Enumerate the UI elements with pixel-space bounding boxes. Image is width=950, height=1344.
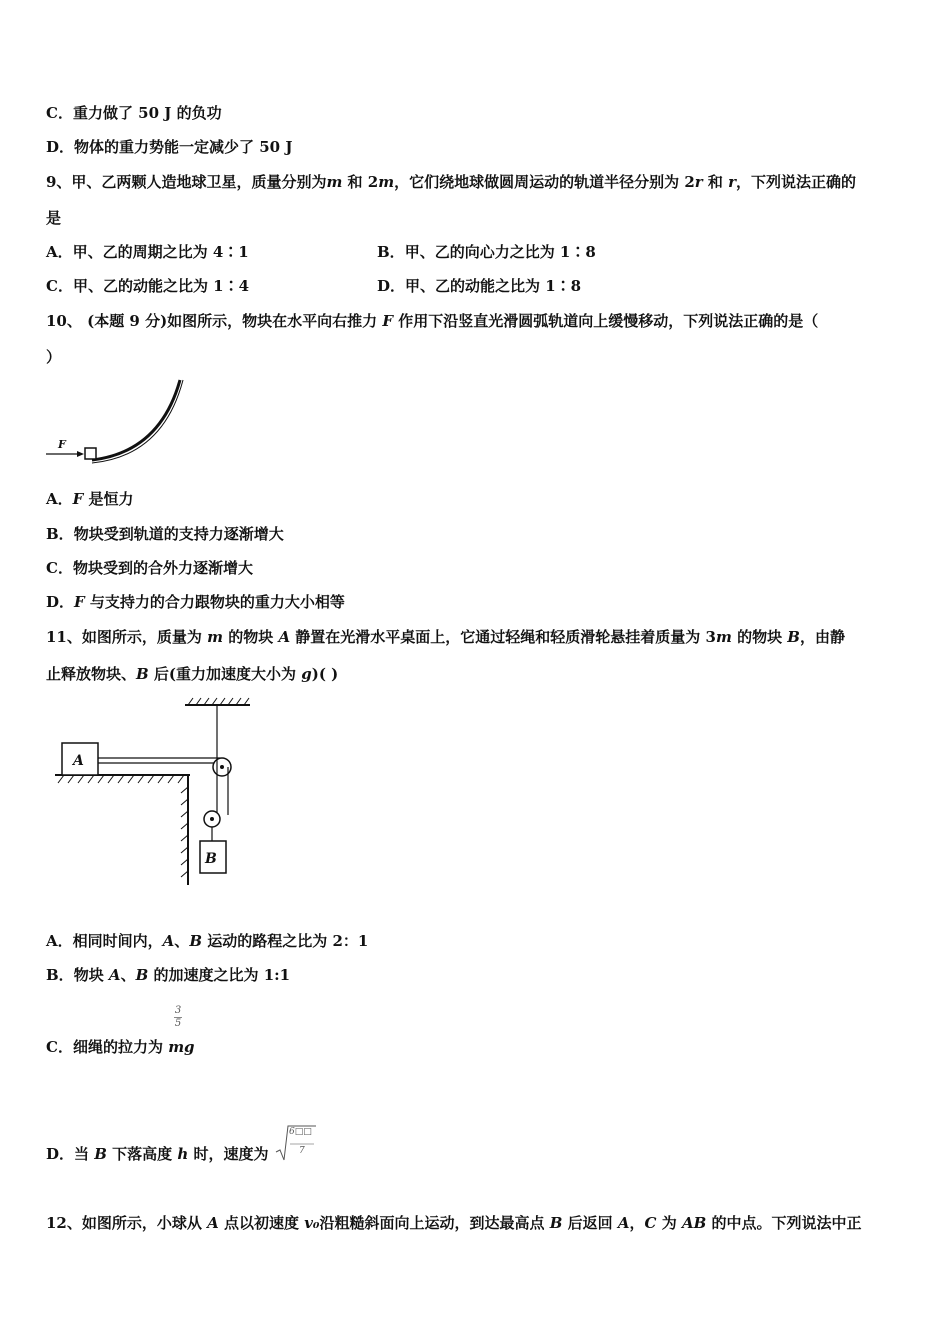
wall-hatch (181, 787, 188, 877)
var-g: g (301, 665, 312, 683)
q11-stem (46, 626, 845, 647)
text: 后(重力加速度大小为 (148, 665, 302, 683)
q9-stem (46, 171, 856, 192)
option-text: 甲、乙的动能之比为 1∶4 (72, 277, 250, 295)
text: 为 (656, 1214, 682, 1232)
text: 相同时间内， (72, 932, 163, 950)
q11-option-c (46, 1036, 195, 1057)
text: 的物块 (222, 628, 279, 646)
text: 11、如图所示，质量为 (46, 628, 208, 646)
q10-figure-arc-track (40, 372, 220, 472)
fraction-denominator: 5 (174, 1018, 182, 1029)
var-a: A (617, 1214, 630, 1232)
var-b: B (787, 628, 800, 646)
q11-option-b (46, 964, 290, 985)
q11-figure-pulley (50, 695, 290, 895)
var-r: r (694, 173, 703, 191)
var-m: m (326, 173, 343, 191)
option-text: 是恒力 (83, 490, 134, 508)
q9-option-c (46, 275, 249, 296)
option-text: 物块受到轨道的支持力逐渐增大 (73, 525, 284, 543)
block (85, 448, 96, 459)
text: )( ) (311, 665, 339, 683)
text: 时，速度为 (188, 1145, 269, 1163)
option-label: A． (46, 243, 73, 261)
q10-option-b (46, 523, 284, 544)
q11-stem-line2 (46, 663, 338, 684)
q10-stem (46, 310, 818, 331)
option-text: 甲、乙的动能之比为 1∶8 (405, 277, 582, 295)
movable-pulley-axle (210, 817, 214, 821)
q10-option-c (46, 557, 253, 578)
option-label: C． (46, 559, 73, 577)
var-mg: mg (168, 1038, 195, 1056)
fraction-numerator: 3 (174, 1005, 182, 1016)
force-arrowhead (77, 451, 84, 457)
option-label: C． (46, 1038, 73, 1056)
text: 10、 (本题 9 分)如图所示，物块在水平向右推力 (46, 312, 383, 330)
option-label: C． (46, 104, 73, 122)
sqrt-denominator: 7 (299, 1146, 305, 1156)
text: 9、甲、乙两颗人造地球卫星，质量分别为 (46, 173, 327, 191)
var-c: C (644, 1214, 657, 1232)
text: 点以初速度 (218, 1214, 305, 1232)
text: 下落高度 (106, 1145, 178, 1163)
option-text: 物体的重力势能一定减少了 50 J (74, 138, 293, 156)
arc-track (92, 380, 180, 460)
option-text: 甲、乙的向心力之比为 1∶8 (404, 243, 596, 261)
q9-option-d (377, 275, 581, 296)
option-label: D． (46, 138, 75, 156)
text: 、 (174, 932, 190, 950)
var-h: h (177, 1145, 189, 1163)
q10-option-a (46, 488, 134, 509)
option-label: A． (46, 932, 73, 950)
text: 、 (120, 966, 136, 984)
q11-option-d (46, 1143, 269, 1164)
var-b: B (94, 1145, 107, 1163)
option-label: D． (46, 1145, 75, 1163)
text: 的中点。下列说法中正 (706, 1214, 862, 1232)
text: 作用下沿竖直光滑圆弧轨道向上缓慢移动，下列说法正确的是（ (393, 312, 819, 330)
text: 沿粗糙斜面向上运动，到达最高点 (319, 1214, 550, 1232)
text: 的加速度之比为 1:1 (148, 966, 291, 984)
q8-option-d (46, 136, 292, 157)
text: 和 2 (342, 173, 379, 191)
option-label: D． (46, 593, 75, 611)
text: 的物块 (731, 628, 788, 646)
text: ，它们绕地球做圆周运动的轨道半径分别为 2 (394, 173, 695, 191)
option-label: A． (46, 490, 73, 508)
option-text: 重力做了 50 J 的负功 (72, 104, 222, 122)
option-text: 甲、乙的周期之比为 4∶1 (72, 243, 249, 261)
q9-option-b (377, 241, 596, 262)
q9-option-a (46, 241, 249, 262)
text: 12、如图所示，小球从 (46, 1214, 208, 1232)
option-label: B． (377, 243, 405, 261)
text: 运动的路程之比为 2：1 (202, 932, 369, 950)
q8-option-c (46, 102, 222, 123)
var-b: B (549, 1214, 563, 1232)
q10-option-d (46, 591, 345, 612)
option-label: B． (46, 966, 74, 984)
q10-stem-line2: ） (46, 348, 62, 366)
text: 后返回 (562, 1214, 618, 1232)
option-label: C． (46, 277, 73, 295)
var-r: r (728, 173, 737, 191)
var-m: m (715, 628, 732, 646)
option-label: D． (377, 277, 406, 295)
text: ，由静 (799, 628, 845, 646)
arc-track-hatch (92, 380, 183, 463)
text: 静置在光滑水平桌面上，它通过轻绳和轻质滑轮悬挂着质量为 3 (290, 628, 716, 646)
var-ab: AB (681, 1214, 707, 1232)
var-b: B (189, 932, 202, 950)
text: ， (629, 1214, 645, 1232)
option-text: 与支持力的合力跟物块的重力大小相等 (84, 593, 345, 611)
var-f: F (72, 490, 84, 508)
text: 和 (702, 173, 729, 191)
var-f: F (382, 312, 394, 330)
sqrt-numerator: 6□□ (289, 1127, 312, 1137)
q11-option-a (46, 930, 368, 951)
var-b: B (136, 665, 149, 683)
force-label: F (58, 438, 66, 451)
var-b: B (135, 966, 149, 984)
fraction-3-5 (174, 1005, 182, 1029)
table-hatch (58, 775, 184, 783)
text: 止释放物块、 (46, 665, 137, 683)
var-a: A (278, 628, 291, 646)
block-b-label: B (205, 851, 217, 867)
q9-stem-line2: 是 (46, 209, 62, 227)
var-m: m (378, 173, 395, 191)
option-label: B． (46, 525, 74, 543)
var-m: m (207, 628, 223, 646)
text: 当 (74, 1145, 95, 1163)
block-a-label: A (73, 753, 84, 769)
var-v0: v₀ (304, 1214, 320, 1232)
var-a: A (162, 932, 175, 950)
fixed-pulley-axle (220, 765, 224, 769)
var-a: A (207, 1214, 219, 1232)
q12-stem (46, 1212, 862, 1233)
ceiling-hatch (188, 698, 249, 705)
var-a: A (108, 966, 121, 984)
text: 细绳的拉力为 (72, 1038, 169, 1056)
text: 物块 (73, 966, 109, 984)
option-text: 物块受到的合外力逐渐增大 (72, 559, 253, 577)
var-f: F (74, 593, 85, 611)
text: ，下列说法正确的 (736, 173, 857, 191)
